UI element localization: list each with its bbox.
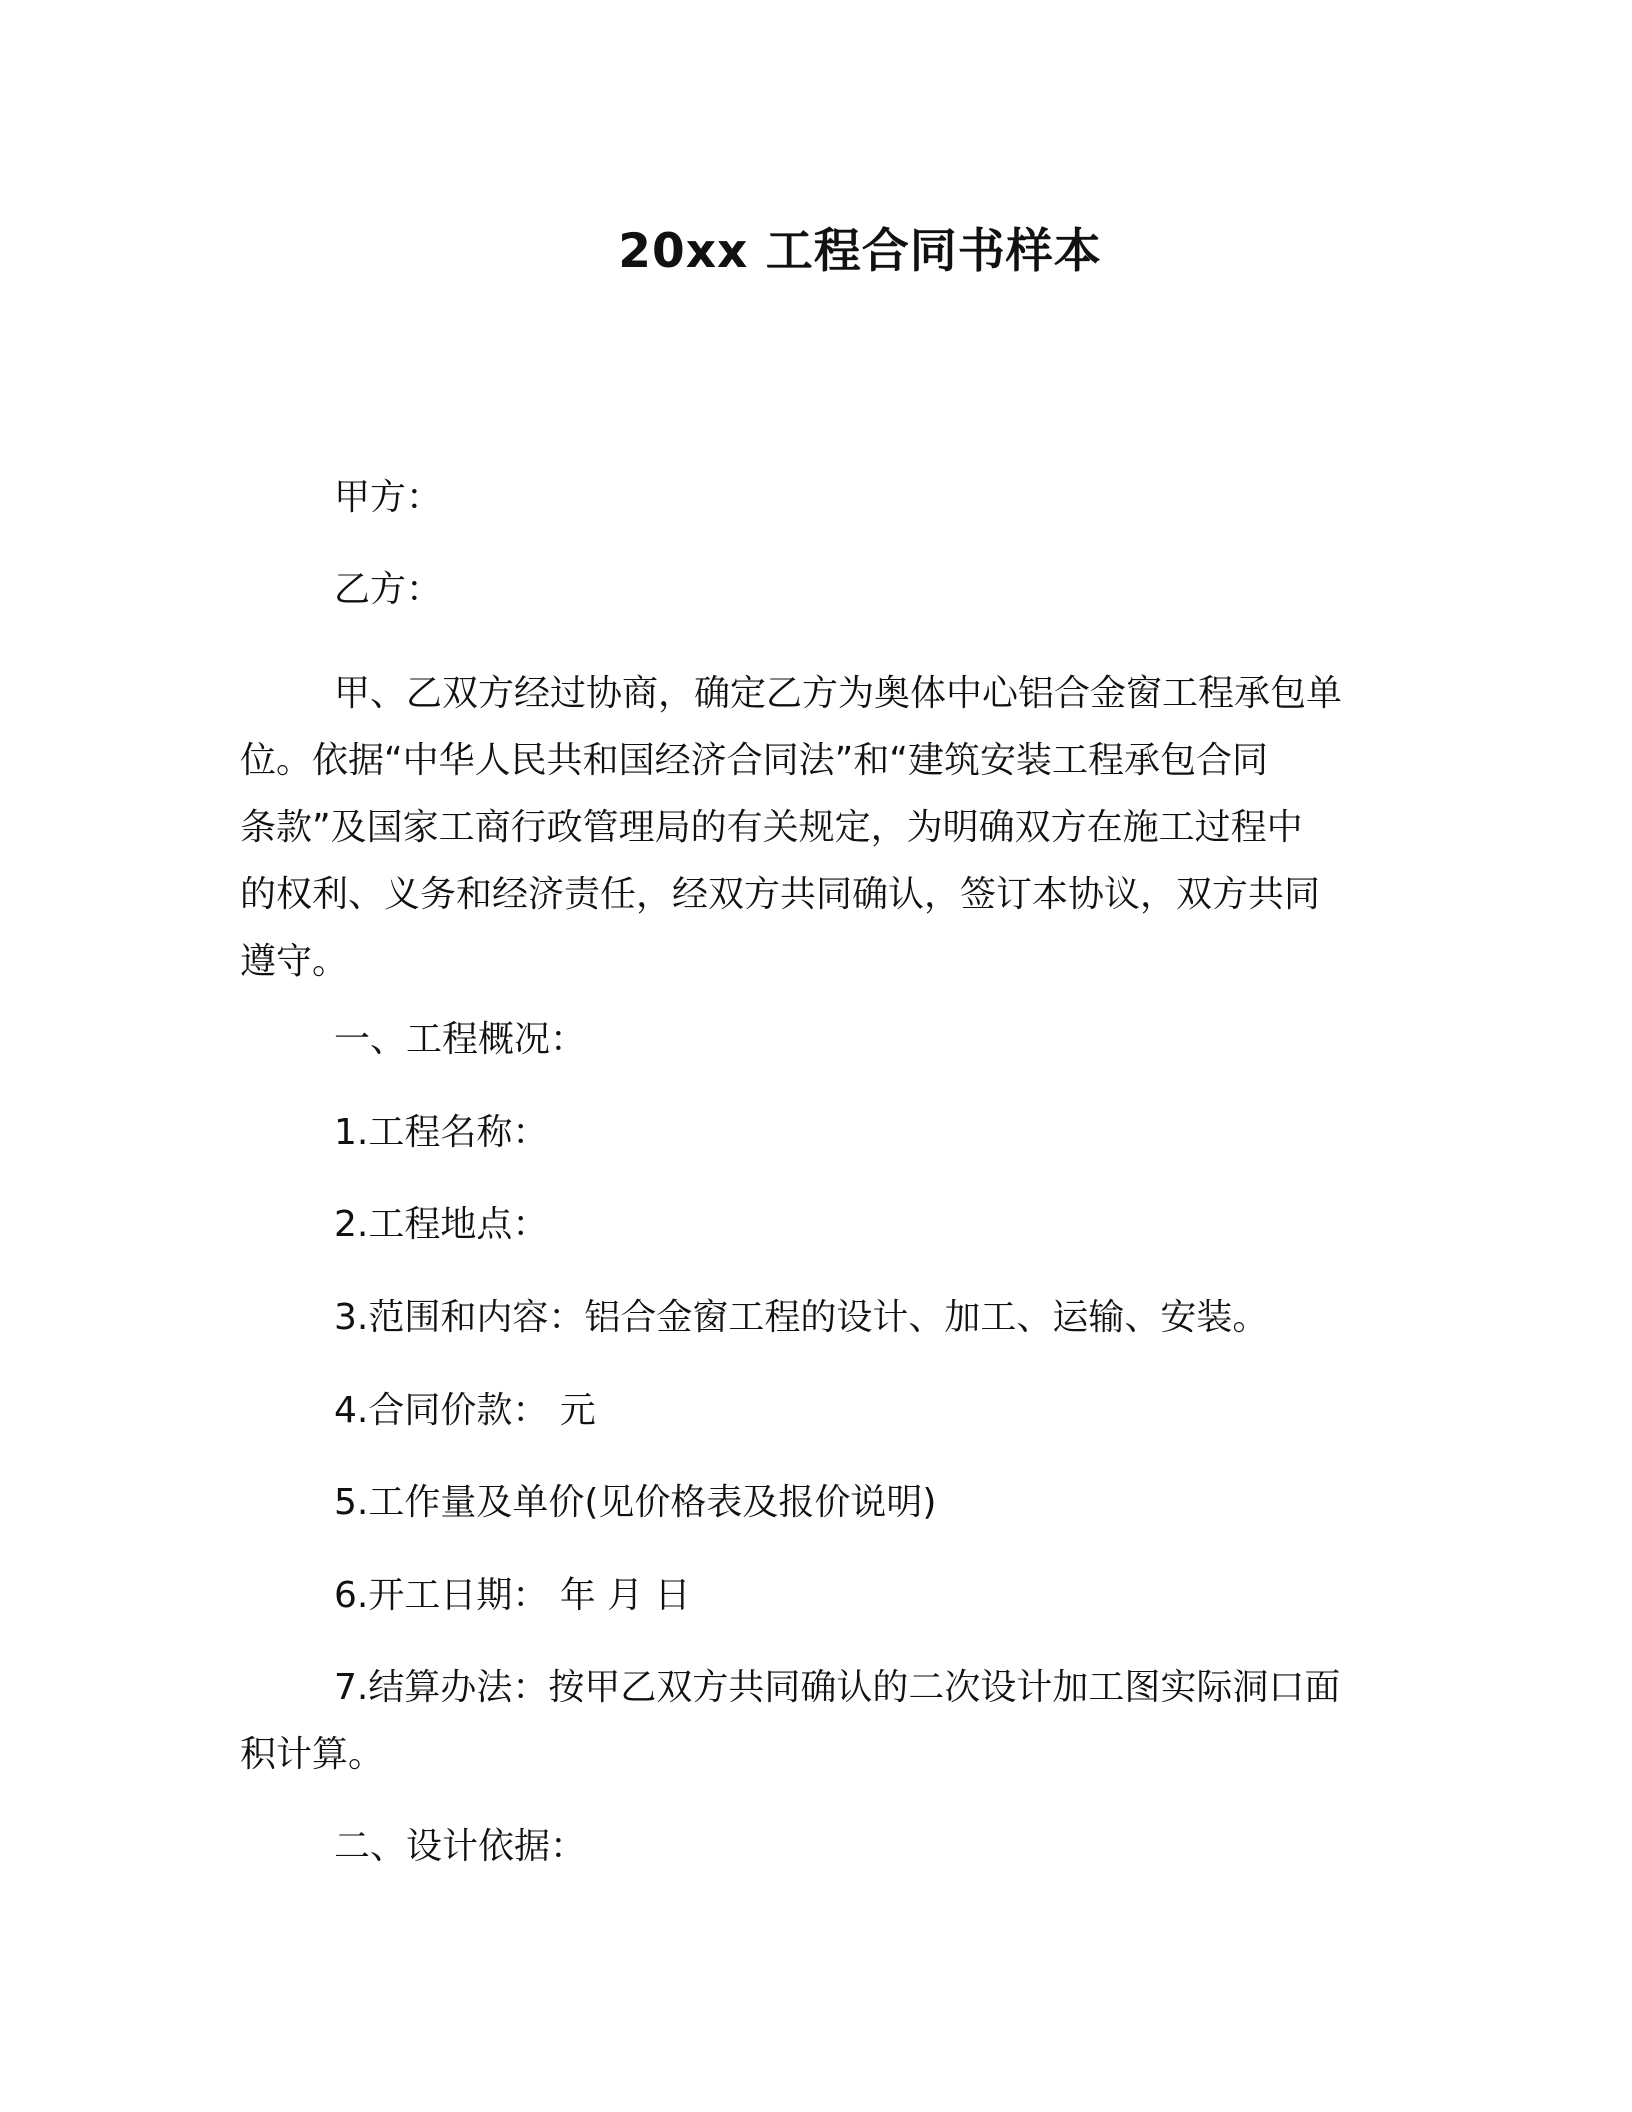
item-quantity: 5.工作量及单价(见价格表及报价说明) bbox=[334, 1482, 937, 1523]
section-2-heading: 二、设计依据： bbox=[334, 1826, 587, 1867]
intro-line-5: 遵守。 bbox=[240, 941, 349, 982]
item-settlement-line-2: 积计算。 bbox=[240, 1734, 385, 1775]
item-start-date: 6.开工日期： 年 月 日 bbox=[334, 1575, 691, 1616]
item-project-name: 1.工程名称： bbox=[334, 1112, 549, 1153]
item-project-location: 2.工程地点： bbox=[334, 1204, 549, 1245]
party-a-label: 甲方： bbox=[334, 477, 443, 518]
intro-line-2: 位。依据“中华人民共和国经济合同法”和“建筑安装工程承包合同 bbox=[240, 740, 1268, 781]
item-contract-price: 4.合同价款： 元 bbox=[334, 1390, 596, 1431]
item-scope: 3.范围和内容：铝合金窗工程的设计、加工、运输、安装。 bbox=[334, 1297, 1269, 1338]
intro-line-4: 的权利、义务和经济责任，经双方共同确认，签订本协议，双方共同 bbox=[240, 874, 1321, 915]
party-b-label: 乙方： bbox=[334, 569, 443, 610]
intro-paragraph bbox=[240, 660, 1380, 995]
item-settlement-line-1: 7.结算办法：按甲乙双方共同确认的二次设计加工图实际洞口面 bbox=[334, 1667, 1341, 1708]
document-title: 20xx 工程合同书样本 bbox=[618, 224, 1102, 279]
intro-line-1: 甲、乙双方经过协商，确定乙方为奥体中心铝合金窗工程承包单 bbox=[334, 673, 1343, 714]
intro-line-3: 条款”及国家工商行政管理局的有关规定，为明确双方在施工过程中 bbox=[240, 807, 1303, 848]
section-1-heading: 一、工程概况： bbox=[334, 1019, 587, 1060]
